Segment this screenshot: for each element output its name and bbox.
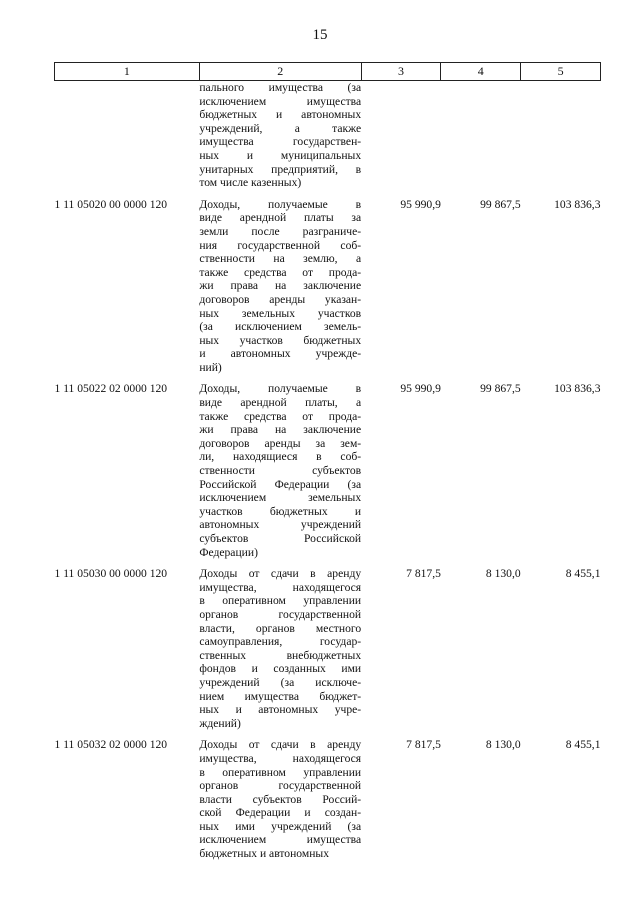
description-line: ных и муниципальных	[199, 148, 362, 162]
description-line: бюджетных и автономных	[199, 847, 329, 861]
description-line: ния государственной соб-	[199, 238, 362, 252]
revenue-code	[55, 81, 200, 198]
description-line: виде арендной платы, а	[199, 396, 362, 410]
description-line: нием имущества бюджет-	[199, 689, 362, 703]
description-line: автономных учреждений	[199, 518, 362, 532]
table-row	[55, 81, 601, 198]
description-line: учреждений (за исключе-	[199, 675, 362, 689]
amount-col-5: 103 836,3	[554, 197, 601, 211]
description-line: субъектов Российской	[199, 532, 362, 545]
revenue-description	[199, 738, 361, 868]
description-line: Доходы от сдачи в аренду	[199, 567, 362, 581]
revenue-code: 1 11 05020 00 0000 120	[54, 197, 168, 211]
revenue-description	[199, 81, 361, 198]
amount-col-3: 7 817,5	[406, 738, 441, 752]
description-line: имущества, находящегося	[199, 580, 362, 594]
amount-col-3: 95 990,9	[400, 382, 441, 396]
description-line: ли, находящиеся в соб-	[199, 450, 362, 464]
revenue-description	[199, 567, 361, 738]
description-line: жи права на заключение	[199, 423, 362, 437]
description-line: виде арендной платы за	[199, 211, 362, 225]
description-line: том числе казенных)	[199, 176, 302, 190]
description-line: власти, органов местного	[199, 621, 362, 635]
amount-col-5: 8 455,1	[565, 738, 601, 752]
description-line: ных земельных участков	[199, 306, 362, 320]
amount-col-3: 95 990,9	[400, 197, 441, 211]
description-line: учреждений, а также	[199, 121, 362, 135]
description-line: фондов и созданных ими	[199, 662, 362, 676]
description-line: также средства от прода-	[199, 265, 362, 279]
description-line: имущества государствен-	[199, 135, 362, 149]
amount-col-3: 7 817,5	[406, 567, 441, 581]
description-line: исключением имущества	[199, 94, 362, 108]
description-line: ждений)	[199, 716, 241, 730]
description-line: (за исключением земель-	[199, 320, 362, 334]
header-row	[55, 63, 601, 81]
description-line: исключением земельных	[199, 491, 362, 505]
amount-col-4: 99 867,5	[480, 197, 521, 211]
description-line: Доходы от сдачи в аренду	[199, 738, 362, 752]
description-line: ской Федерации и создан-	[199, 806, 362, 820]
column-header-4: 4	[441, 63, 521, 81]
revenue-code: 1 11 05032 02 0000 120	[54, 738, 168, 752]
amount-col-5: 103 836,3	[554, 382, 601, 396]
amount-col-4: 8 130,0	[485, 567, 521, 581]
revenue-description	[199, 198, 361, 383]
description-line: имущества, находящегося	[199, 751, 362, 765]
amount-col-4: 99 867,5	[480, 382, 521, 396]
column-header-1: 1	[55, 63, 200, 81]
table-body	[55, 81, 601, 869]
budget-table	[54, 62, 601, 869]
description-line: договоров аренды за зем-	[199, 436, 362, 450]
revenue-code: 1 11 05022 02 0000 120	[54, 382, 168, 396]
description-line: органов государственной	[199, 607, 362, 621]
description-line: ных ими учреждений (за	[199, 819, 362, 833]
description-line: договоров аренды указан-	[199, 292, 362, 306]
description-line: участков бюджетных и	[199, 504, 362, 518]
revenue-code: 1 11 05030 00 0000 120	[54, 567, 168, 581]
description-line: в оперативном управлении	[199, 594, 362, 608]
description-line: самоуправления, государ-	[199, 635, 362, 649]
description-line: ний)	[199, 360, 222, 374]
column-header-2: 2	[199, 63, 361, 81]
description-line: ных участков бюджетных	[199, 333, 362, 347]
amount-col-4	[441, 81, 521, 198]
amount-col-5	[521, 81, 601, 198]
description-line: и автономных учрежде-	[199, 347, 362, 361]
description-line: бюджетных и автономных	[199, 108, 362, 122]
amount-col-5: 8 455,1	[565, 567, 601, 581]
description-line: пального имущества (за	[199, 81, 362, 94]
description-line: Российской Федерации (за	[199, 477, 362, 491]
description-line: ных и автономных учре-	[199, 703, 362, 717]
table-row	[55, 567, 601, 738]
column-header-3: 3	[361, 63, 441, 81]
table-row	[55, 738, 601, 868]
description-line: жи права на заключение	[199, 279, 362, 293]
table-row	[55, 198, 601, 383]
description-line: ственности на землю, а	[199, 252, 362, 266]
description-line: Федерации)	[199, 545, 258, 559]
page-number: 15	[312, 27, 328, 43]
description-line: исключением имущества	[199, 833, 362, 847]
column-header-5: 5	[521, 63, 601, 81]
table-row	[55, 382, 601, 567]
description-line: ственных внебюджетных	[199, 648, 362, 662]
description-line: органов государственной	[199, 779, 362, 793]
description-line: Доходы, получаемые в	[199, 197, 362, 211]
description-line: земли после разграниче-	[199, 224, 362, 238]
description-line: власти субъектов Россий-	[199, 792, 362, 806]
description-line: в оперативном управлении	[199, 765, 362, 779]
description-line: ственности субъектов	[199, 464, 362, 478]
description-line: Доходы, получаемые в	[199, 382, 362, 396]
amount-col-3	[361, 81, 441, 198]
description-line: также средства от прода-	[199, 409, 362, 423]
amount-col-4: 8 130,0	[485, 738, 521, 752]
description-line: унитарных предприятий, в	[199, 162, 362, 176]
revenue-description	[199, 382, 361, 567]
